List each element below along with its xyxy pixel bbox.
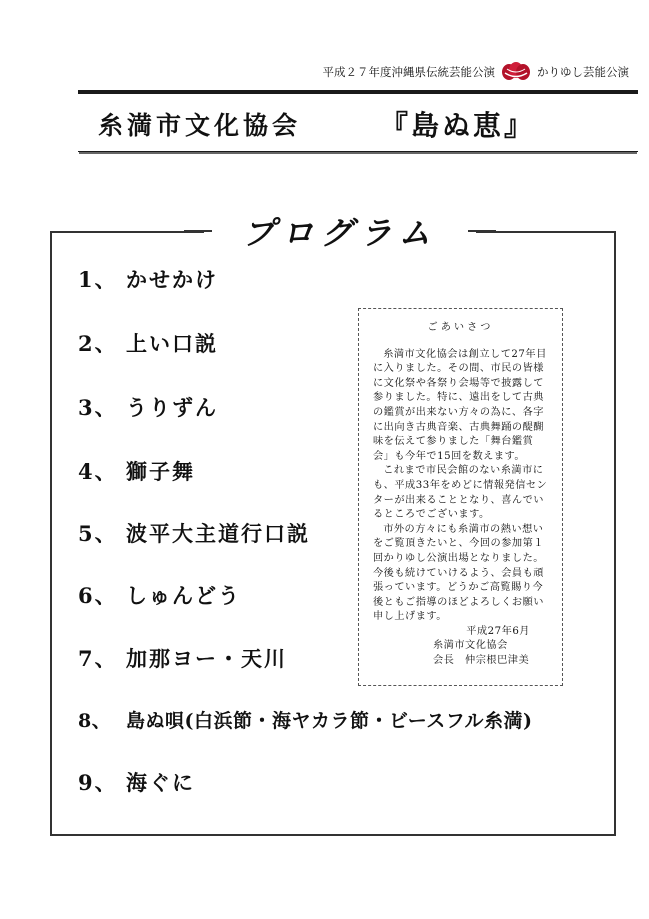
greeting-paragraph: 糸満市文化協会は創立して27年目に入りました。その間、市民の皆様に文化祭や各祭り会場等で披露して参りました。特に、遠出をして古典の鑑賞が出来ない方々の為に、各字に出向き古典音楽、古典舞踊の醍醐味を伝えて参りました「舞台鑑賞会」も今年で15回を数えます。 <box>373 348 547 462</box>
item-label: 加那ヨー・天川 <box>126 646 287 671</box>
header <box>323 62 630 82</box>
item-label: 海ぐに <box>126 770 195 795</box>
item-number: 2、 <box>78 331 118 356</box>
program-item <box>78 643 287 673</box>
program-item <box>78 767 195 797</box>
item-label: しゅんどう <box>126 583 241 608</box>
item-label: 獅子舞 <box>126 459 195 484</box>
series-name: かりゆし芸能公演 <box>537 65 629 79</box>
program-item <box>78 392 218 422</box>
program-heading-text: プログラム <box>242 214 438 252</box>
item-label: うりずん <box>126 395 218 420</box>
item-number: 1、 <box>78 267 118 292</box>
greeting-signer: 会長 仲宗根巴津美 <box>433 655 530 667</box>
greeting-title: ごあいさつ <box>427 322 494 333</box>
item-number: 6、 <box>78 583 118 608</box>
greeting-date: 平成27年6月 <box>466 625 530 637</box>
program-item <box>78 580 241 610</box>
program-item <box>78 456 195 486</box>
event-name: 平成２７年度沖縄県伝統芸能公演 <box>322 65 495 79</box>
greeting-paragraph: 市外の方々にも糸満市の熱い想いをご覧頂きたいと、今回の参加第１回かりゆし公演出場となりました。今後も続けていけるよう、会員も頑張っています。どうかご高覧賜り今後ともご指導のほどよろしくお願い申し上げます。 <box>373 523 544 623</box>
heading-dash-right <box>468 230 496 232</box>
item-label: 島ぬ唄(白浜節・海ヤカラ節・ビースフル糸満) <box>126 710 533 732</box>
program-item <box>78 328 218 358</box>
greeting-org: 糸満市文化協会 <box>433 640 508 652</box>
program-item <box>78 706 533 733</box>
item-number: 9、 <box>78 770 118 795</box>
greeting-box <box>358 308 563 686</box>
item-number: 7、 <box>78 646 118 671</box>
kariyushi-logo-icon <box>501 62 531 82</box>
item-label: かせかけ <box>126 267 218 292</box>
title-banner <box>78 90 638 152</box>
item-number: 4、 <box>78 459 118 484</box>
item-number: 3、 <box>78 395 118 420</box>
item-number: 5、 <box>78 521 118 546</box>
program-heading <box>204 208 476 254</box>
org-title: 糸満市文化協会 <box>98 111 302 140</box>
show-title: 『島ぬ恵』 <box>380 109 536 142</box>
item-label: 上い口説 <box>126 331 218 356</box>
item-number: 8、 <box>78 710 112 732</box>
program-item <box>78 264 218 294</box>
heading-dash-left <box>184 230 212 232</box>
item-label: 波平大主道行口説 <box>126 521 310 546</box>
program-item <box>78 518 310 548</box>
greeting-paragraph: これまで市民会館のない糸満市にも、平成33年をめどに情報発信センターが出来ることとなり、喜んでいるところでございます。 <box>373 465 548 521</box>
